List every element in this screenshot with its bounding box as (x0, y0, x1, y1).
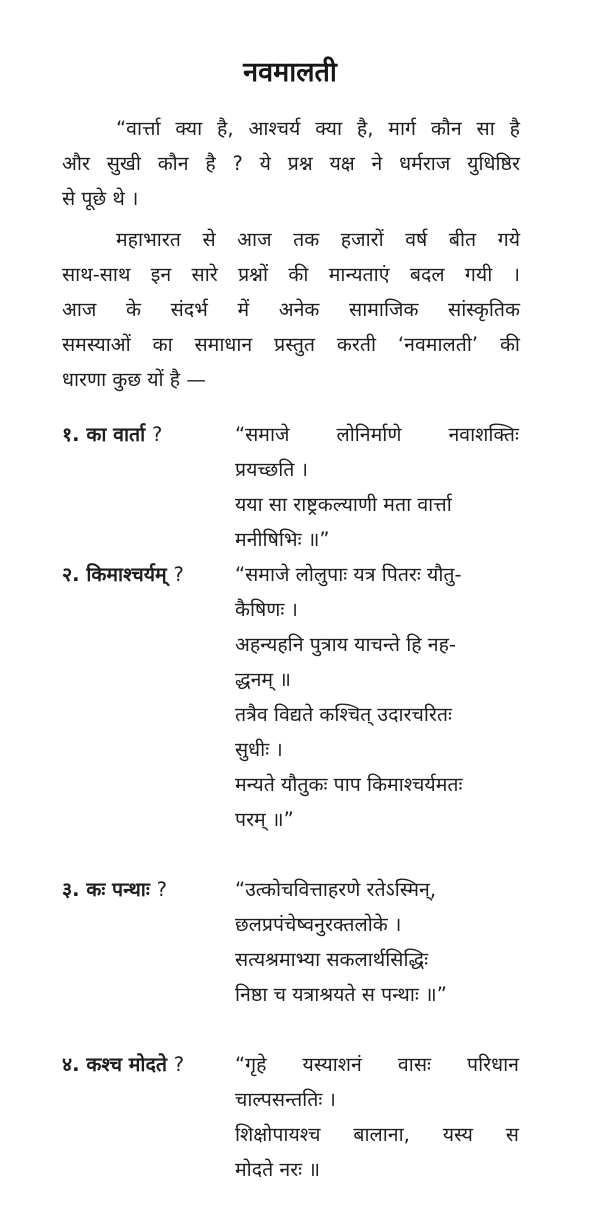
text-line: साथ-साथ इन सारे प्रश्नों की मान्यताएं बदल गयी । (62, 263, 520, 286)
text-line: “वार्त्ता क्या है, आश्चर्य क्या है, मार्ग कौन सा है (116, 117, 520, 140)
verse-line: द्धनम् ॥ (235, 668, 291, 691)
verse-line: अहन्यहनि पुत्राय याचन्ते हि नह- (235, 633, 457, 656)
text-line: महाभारत से आज तक हजारों वर्ष बीत गये (116, 228, 520, 251)
verse-line: निष्ठा च यत्राश्रयते स पन्थाः ॥” (235, 983, 447, 1006)
question-label (62, 1047, 232, 1082)
verse-line: मोदते नरः ॥ (235, 1158, 320, 1181)
question-text: २. किमाश्चर्यम् (62, 563, 167, 586)
text-line: और सुखी कौन है ? ये प्रश्न यक्ष ने धर्मराज युधिष्ठिर (62, 152, 520, 175)
text-line: से पूछे थे । (62, 187, 139, 210)
verse (235, 417, 519, 557)
question-text: ३. कः पन्थाः (62, 878, 150, 901)
verse-line: शिक्षोपायश्च बालाना, यस्य स (235, 1123, 519, 1146)
intro-paragraph-1 (62, 111, 520, 216)
verse-line: “गृहे यस्याशनं वासः परिधान (235, 1053, 519, 1076)
verse-line: मनीषिभिः ॥” (235, 528, 330, 551)
verse-line: छलप्रपंचेष्वनुरक्तलोके । (235, 913, 402, 936)
page-title: नवमालती (243, 57, 337, 88)
text-line: आज के संदर्भ में अनेक सामाजिक सांस्कृतिक (62, 298, 520, 321)
intro-paragraph-2 (62, 222, 520, 397)
verse-line: “समाजे लोनिर्माणे नवाशक्तिः (235, 423, 519, 446)
verse-line: परम् ॥” (235, 808, 294, 831)
verse-line: “समाजे लोलुपाः यत्र पितरः यौतु- (235, 563, 462, 586)
question-text: १. का वार्ता (62, 423, 146, 446)
verse-line: कैषिणः । (235, 598, 298, 621)
question-text: ४. कश्च मोदते (62, 1053, 167, 1076)
verse-line: सुधीः । (235, 738, 283, 761)
verse-line: तत्रैव विद्यते कश्चित् उदारचरितः (235, 703, 452, 726)
verse (235, 872, 519, 1012)
verse-line: मन्यते यौतुकः पाप किमाश्चर्यमतः (235, 773, 463, 796)
question-mark: ? (173, 1053, 185, 1076)
verse-line: सत्यश्रमाभ्या सकलार्थसिद्धिः (235, 948, 429, 971)
text-line: धारणा कुछ यों है — (62, 368, 206, 391)
verse-line: “उत्कोचवित्ताहरणे रतेऽस्मिन्, (235, 878, 437, 901)
question-label (62, 557, 232, 592)
question-label (62, 417, 232, 452)
verse-line: चाल्पसन्ततिः । (235, 1088, 336, 1111)
verse (235, 1047, 519, 1187)
verse-line: प्रयच्छति । (235, 458, 309, 481)
question-label (62, 872, 232, 907)
text-line: समस्याओं का समाधान प्रस्तुत करती ‘नवमालती’ की (62, 333, 520, 356)
verse (235, 557, 519, 837)
question-mark: ? (156, 878, 167, 901)
question-mark: ? (152, 423, 163, 446)
verse-line: यया सा राष्ट्रकल्याणी मता वार्त्ता (235, 493, 452, 516)
question-mark: ? (173, 563, 184, 586)
